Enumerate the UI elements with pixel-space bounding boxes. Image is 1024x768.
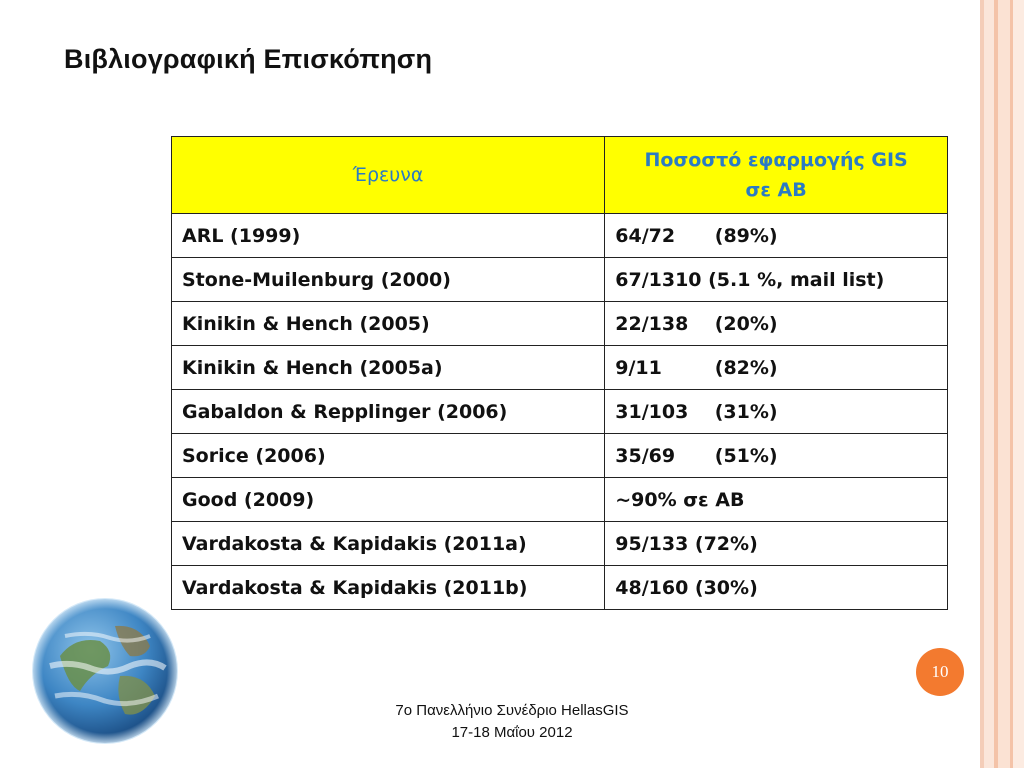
header-research: Έρευνα <box>172 137 605 214</box>
table-row <box>172 478 948 522</box>
study-cell: Kinikin & Hench (2005) <box>172 302 605 346</box>
table-row <box>172 522 948 566</box>
table-row <box>172 258 948 302</box>
study-cell: Kinikin & Hench (2005a) <box>172 346 605 390</box>
table-row <box>172 302 948 346</box>
result-cell: 95/133 (72%) <box>605 522 948 566</box>
result-cell: ~90% σε ΑΒ <box>605 478 948 522</box>
result-cell: 35/69 (51%) <box>605 434 948 478</box>
study-cell: Gabaldon & Repplinger (2006) <box>172 390 605 434</box>
result-cell: 9/11 (82%) <box>605 346 948 390</box>
footer <box>0 700 1024 744</box>
footer-conference: 7ο Πανελλήνιο Συνέδριο HellasGIS <box>395 702 629 719</box>
result-cell: 31/103 (31%) <box>605 390 948 434</box>
table-header-row <box>172 137 948 214</box>
table-row <box>172 566 948 610</box>
slide-title: Βιβλιογραφική Επισκόπηση <box>64 44 433 74</box>
literature-review-table <box>171 136 948 610</box>
decorative-side-stripes <box>980 0 1024 768</box>
footer-date: 17-18 Μαΐου 2012 <box>451 724 573 741</box>
page-number-badge: 10 <box>916 648 964 696</box>
study-cell: ARL (1999) <box>172 214 605 258</box>
study-cell: Vardakosta & Kapidakis (2011a) <box>172 522 605 566</box>
header-gis-line2: σε ΑΒ <box>745 179 807 201</box>
study-cell: Sorice (2006) <box>172 434 605 478</box>
stripe <box>984 0 994 768</box>
table-row <box>172 434 948 478</box>
table-row <box>172 346 948 390</box>
result-cell: 67/1310 (5.1 %, mail list) <box>605 258 948 302</box>
table-row <box>172 214 948 258</box>
result-cell: 22/138 (20%) <box>605 302 948 346</box>
study-cell: Stone-Muilenburg (2000) <box>172 258 605 302</box>
result-cell: 64/72 (89%) <box>605 214 948 258</box>
study-cell: Vardakosta & Kapidakis (2011b) <box>172 566 605 610</box>
header-gis-rate <box>605 137 948 214</box>
table-row <box>172 390 948 434</box>
header-gis-line1: Ποσοστό εφαρμογής GIS <box>644 149 908 171</box>
result-cell: 48/160 (30%) <box>605 566 948 610</box>
stripe <box>998 0 1010 768</box>
study-cell: Good (2009) <box>172 478 605 522</box>
stripe <box>1013 0 1024 768</box>
